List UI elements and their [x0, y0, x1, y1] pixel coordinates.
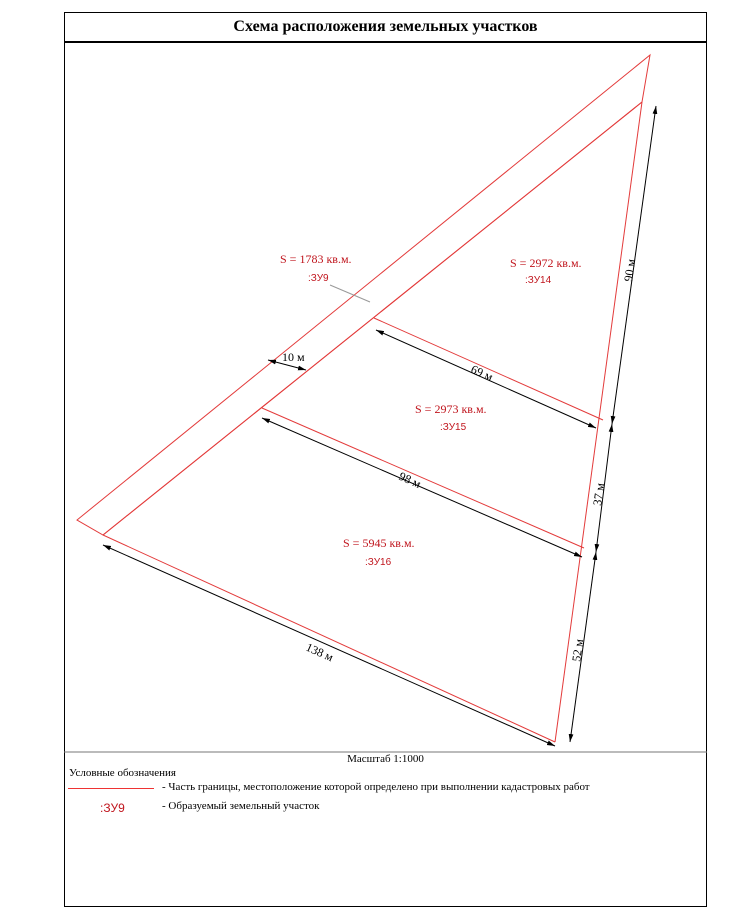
parcel-zu14-area: S = 2972 кв.м.	[510, 256, 582, 270]
right-upper-label: 90 м	[621, 258, 639, 283]
dim-base	[103, 545, 555, 746]
parcel-zu9-code: :ЗУ9	[308, 273, 329, 284]
base-label: 138 м	[303, 639, 336, 665]
legend-boundary-sample	[68, 788, 154, 789]
parcel-zu15-area: S = 2973 кв.м.	[415, 402, 487, 416]
legend-code-text: - Образуемый земельный участок	[162, 800, 320, 812]
base-boundary	[103, 535, 555, 742]
dim-mid-cut	[262, 418, 582, 557]
right-lower-label: 52 м	[569, 638, 587, 663]
inner-left-boundary	[103, 102, 642, 535]
parcel-zu9-boundary	[77, 55, 650, 535]
road-width-label: 10 м	[282, 350, 305, 364]
parcel-zu16-code: :ЗУ16	[365, 557, 392, 568]
parcel-zu14-code: :ЗУ14	[525, 275, 552, 286]
scale-label: Масштаб 1:1000	[347, 753, 424, 765]
parcel-boundaries	[77, 55, 650, 742]
parcel-zu16-area: S = 5945 кв.м.	[343, 536, 415, 550]
legend-title: Условные обозначения	[69, 767, 176, 779]
legend-boundary-text: - Часть границы, местоположение которой определено при выполнении кадастровых работ	[162, 781, 590, 793]
parcel-zu15-code: :ЗУ15	[440, 422, 467, 433]
mid-cut-label: 98 м	[396, 468, 424, 491]
legend-code-sample: :ЗУ9	[100, 801, 125, 815]
right-middle-label: 37 м	[590, 482, 608, 507]
top-cut-label: 69 м	[468, 361, 496, 384]
page-title: Схема расположения земельных участков	[64, 12, 707, 43]
right-boundary	[555, 102, 642, 742]
parcel-zu9-area: S = 1783 кв.м.	[280, 252, 352, 266]
